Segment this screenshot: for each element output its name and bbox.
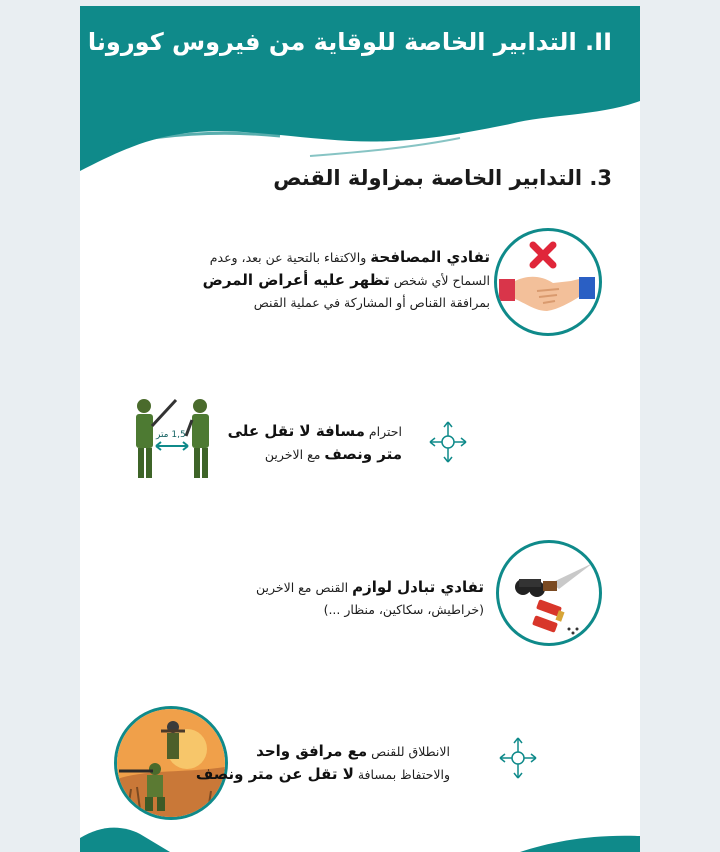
item-1-line-3: بمرافقة القناص أو المشاركة في عملية القنص <box>253 295 490 310</box>
item-2-line-2: متر ونصف مع الاخرين <box>264 445 402 463</box>
distance-label: 1,5 متر <box>156 430 186 440</box>
item-2-line-1: احترام مسافة لا تقل على <box>227 422 402 440</box>
item-3-line-1: تفادي تبادل لوازم القنص مع الاخرين <box>255 578 484 596</box>
item-4-text <box>196 740 450 786</box>
handshake-forbidden-icon <box>494 228 602 336</box>
item-1-text <box>203 246 490 314</box>
distance-arrows-icon <box>428 420 468 464</box>
bottom-wave <box>80 812 640 852</box>
item-4-line-2: والاحتفاظ بمسافة لا تقل عن متر ونصف <box>195 765 450 783</box>
item-3-text <box>256 576 484 621</box>
item-4-line-1: الانطلاق للقنص مع مرافق واحد <box>256 742 450 760</box>
hunting-equipment-icon <box>496 540 602 646</box>
item-3-line-2: (خراطيش، سكاكين، منظار ...) <box>323 602 484 617</box>
poster <box>80 6 640 852</box>
hunters-distance-icon <box>132 396 222 486</box>
distance-arrows-icon <box>498 736 538 780</box>
page-title: II. التدابير الخاصة للوقاية من فيروس كورونا <box>87 28 612 56</box>
section-title: 3. التدابير الخاصة بمزاولة القنص <box>273 166 612 190</box>
item-1-line-1: تفادي المصافحة والاكتفاء بالتحية عن بعد، وعدم <box>209 248 490 266</box>
item-2-text <box>228 420 402 466</box>
item-1-line-2: السماح لأي شخص تظهر عليه أعراض المرض <box>202 271 490 289</box>
